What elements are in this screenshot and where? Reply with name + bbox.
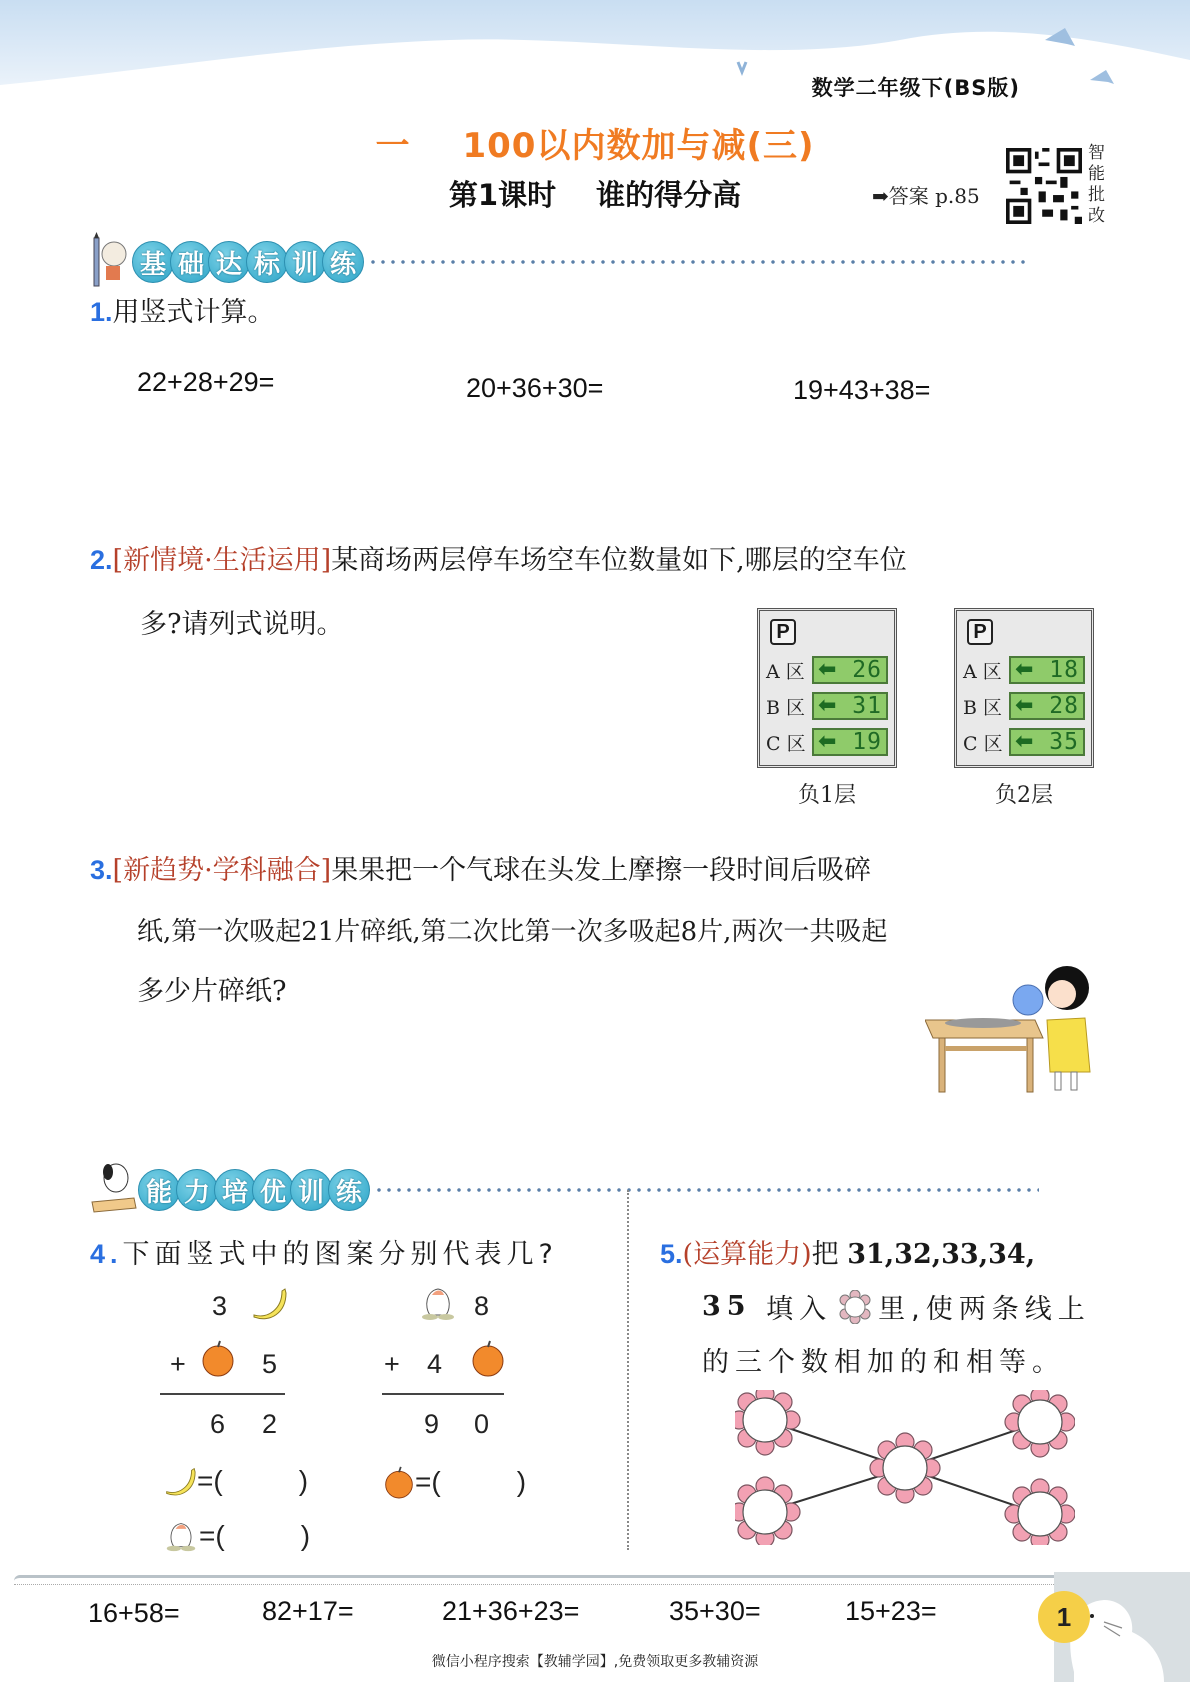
- section-banner-basic: [90, 232, 1028, 292]
- parking-row: C 区 ⬅ 19: [766, 725, 888, 759]
- dotted-divider: [368, 260, 1028, 264]
- apple-icon: [383, 1465, 415, 1499]
- question-5-line2: 35 填入 里,使两条线上: [702, 1291, 1091, 1325]
- question-4-text: 下面竖式中的图案分别代表几?: [122, 1239, 558, 1270]
- arrow-left-icon: ⬅: [818, 657, 837, 682]
- question-3-tag: [新趋势·学科融合]: [112, 855, 332, 886]
- footer-expression-4: 35+30=: [669, 1596, 761, 1626]
- parking-sign-b2: [954, 608, 1094, 809]
- cat-with-pencil-icon: [90, 232, 132, 292]
- qr-code-icon[interactable]: [1006, 146, 1082, 226]
- question-2-tag: [新情境·生活运用]: [112, 545, 332, 576]
- answer-apple: =( ): [383, 1465, 526, 1499]
- chapter-title-text: 100以内数加与减(三): [462, 126, 815, 166]
- answer-reference-link[interactable]: ➡答案 p.85: [872, 184, 980, 208]
- qr-label: 智 能 批 改: [1088, 143, 1105, 226]
- parking-row: B 区 ⬅ 28: [963, 689, 1085, 723]
- girl-with-balloon-illustration: [925, 960, 1105, 1095]
- dog-reading-icon: [90, 1160, 138, 1220]
- section-title-advanced: 能 力 培 优 训 练: [138, 1169, 366, 1211]
- peach-icon: [418, 1285, 458, 1321]
- flower-circle-icon: [838, 1290, 872, 1324]
- column-divider: [627, 1190, 629, 1550]
- q1-expression-1: 22+28+29=: [137, 367, 275, 397]
- sum-line: [160, 1393, 285, 1395]
- question-3-text: 果果把一个气球在头发上摩擦一段时间后吸碎: [331, 855, 872, 886]
- footer-expression-5: 15+23=: [845, 1596, 937, 1626]
- parking-p-icon: P: [770, 619, 796, 645]
- arrow-left-icon: ⬅: [818, 693, 837, 718]
- question-5-line3: 的三个数相加的和相等。: [702, 1347, 1065, 1378]
- parking-row: B 区 ⬅ 31: [766, 689, 888, 723]
- sum-line: [382, 1393, 504, 1395]
- question-1-text: 用竖式计算。: [112, 297, 275, 328]
- question-3-text-line2: 纸,第一次吸起21片碎纸,第二次比第一次多吸起8片,两次一共吸起: [137, 917, 888, 947]
- parking-caption: 负2层: [995, 783, 1053, 808]
- q1-expression-3: 19+43+38=: [793, 375, 931, 405]
- banana-icon: [250, 1285, 288, 1321]
- question-4: 4.下面竖式中的图案分别代表几?: [90, 1239, 558, 1270]
- lesson-title-text: 谁的得分高: [596, 178, 742, 212]
- question-1: 1.用竖式计算。: [90, 297, 275, 328]
- parking-p-icon: P: [967, 619, 993, 645]
- apple-icon: [470, 1339, 506, 1377]
- peach-icon: [163, 1520, 199, 1552]
- parking-row: C 区 ⬅ 35: [963, 725, 1085, 759]
- parking-caption: 负1层: [798, 783, 856, 808]
- footer-rule: [14, 1575, 1054, 1585]
- footer-expression-3: 21+36+23=: [442, 1596, 580, 1626]
- section-banner-advanced: [90, 1160, 1039, 1220]
- answer-peach: =( ): [163, 1520, 310, 1552]
- arrow-left-icon: ⬅: [1015, 693, 1034, 718]
- chapter-number: 一: [375, 126, 411, 166]
- arrow-left-icon: ⬅: [1015, 657, 1034, 682]
- page-number-badge: 1: [1038, 1591, 1090, 1643]
- question-2-text-line2: 多?请列式说明。: [140, 609, 344, 640]
- arrow-left-icon: ⬅: [818, 729, 837, 754]
- question-2-text: 某商场两层停车场空车位数量如下,哪层的空车位: [331, 545, 907, 576]
- lesson-number: 第1课时: [448, 178, 557, 212]
- apple-icon: [200, 1339, 236, 1377]
- arrow-left-icon: ⬅: [1015, 729, 1034, 754]
- section-title-basic: 基 础 达 标 训 练: [132, 241, 360, 283]
- answer-banana: =( ): [163, 1465, 308, 1497]
- footer-expression-1: 16+58=: [88, 1598, 180, 1628]
- banana-icon: [163, 1465, 197, 1497]
- question-3-text-line3: 多少片碎纸?: [137, 976, 287, 1007]
- footer-note: 微信小程序搜索【教辅学园】,免费领取更多教辅资源: [431, 1654, 759, 1670]
- parking-sign-b1: [757, 608, 897, 809]
- footer-expression-2: 82+17=: [262, 1596, 354, 1626]
- flower-number-diagram: [735, 1390, 1075, 1545]
- book-label: 数学二年级下(BS版): [811, 76, 1020, 100]
- parking-row: A 区 ⬅ 18: [963, 653, 1085, 687]
- question-5: 5.(运算能力)把 31,32,33,34,: [660, 1239, 1036, 1270]
- question-5-tag: (运算能力): [682, 1239, 812, 1270]
- question-2: 2.[新情境·生活运用]某商场两层停车场空车位数量如下,哪层的空车位: [90, 545, 907, 576]
- dotted-divider: [374, 1188, 1039, 1192]
- q1-expression-2: 20+36+30=: [466, 373, 604, 403]
- parking-row: A 区 ⬅ 26: [766, 653, 888, 687]
- question-3: 3.[新趋势·学科融合]果果把一个气球在头发上摩擦一段时间后吸碎: [90, 855, 872, 886]
